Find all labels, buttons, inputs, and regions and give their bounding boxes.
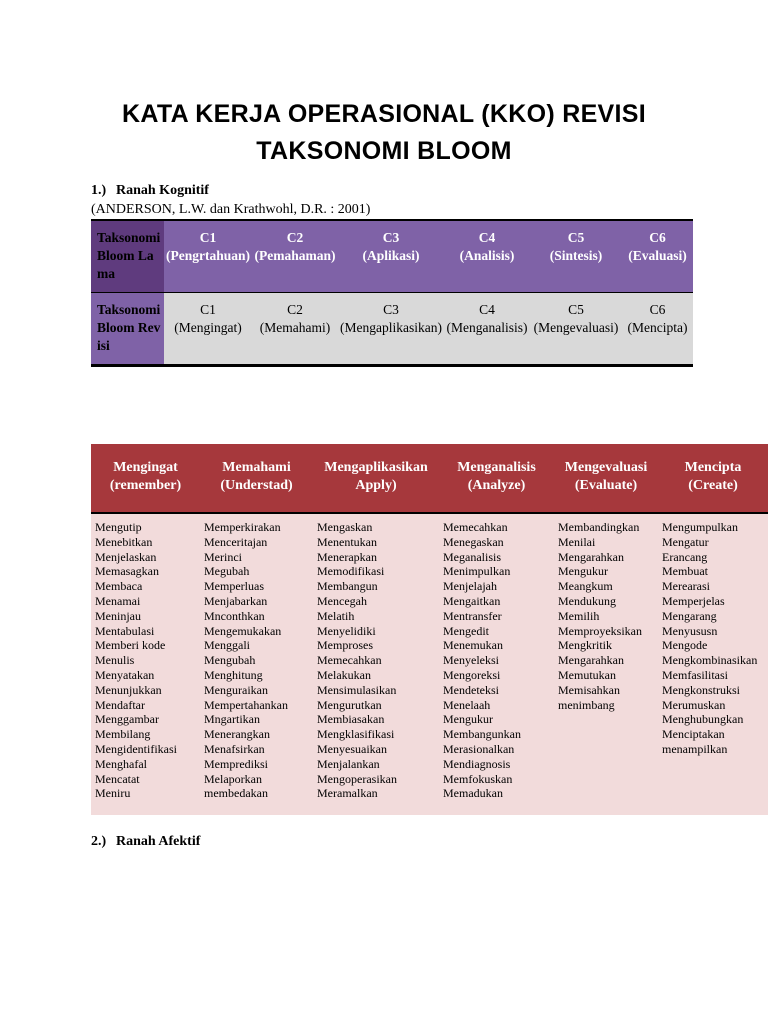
verb-item: Menamai (95, 593, 141, 608)
verb-item: Mnconthkan (204, 608, 265, 623)
verb-item: Mengarahkan (558, 549, 624, 564)
verb-item: Merinci (204, 549, 242, 564)
verb-item: Menjelaskan (95, 549, 157, 564)
verb-item: Mengarang (662, 608, 717, 623)
verb-item: Membaca (95, 579, 143, 594)
verb-item: Menelaah (443, 697, 491, 712)
verbs-header-row (91, 444, 768, 513)
verb-item: Memecahkan (317, 653, 382, 668)
verb-item: Mengukur (558, 564, 608, 579)
verb-item: Mengatur (662, 534, 709, 549)
verb-item: Memecahkan (443, 520, 508, 534)
verb-item: Menggali (204, 638, 250, 653)
verb-item: Mendiagnosis (443, 756, 511, 771)
verb-item: Melatih (317, 608, 355, 623)
verb-item: Menerapkan (317, 549, 377, 564)
verb-item: Mentabulasi (95, 623, 155, 638)
verb-item: Mensimulasikan (317, 682, 397, 697)
verb-item: Menjalankan (317, 756, 380, 771)
new-taxonomy-row (91, 293, 693, 366)
verb-item: Mengoperasikan (317, 771, 397, 786)
verb-item: Mengukur (443, 712, 493, 727)
operational-verbs-table (91, 444, 768, 815)
verb-item: Membiasakan (317, 712, 385, 727)
old-row-label: Taksonomi Bloom Lama (91, 220, 164, 293)
verb-list (313, 513, 439, 815)
verb-item: Mengkonstruksi (662, 682, 740, 697)
verb-item: Menyususn (662, 623, 718, 638)
old-level-cell: C6 (Evaluasi) (622, 220, 693, 293)
verb-item: Memproses (317, 638, 373, 653)
verb-item: membedakan (204, 786, 268, 801)
verb-item: Mengubah (204, 653, 256, 668)
verb-item: Erancang (662, 549, 708, 564)
verb-item: Menyeleksi (443, 653, 499, 668)
verb-item: Memperluas (204, 579, 264, 594)
verb-item: Mngartikan (204, 712, 260, 727)
verb-item: Mendukung (558, 593, 616, 608)
column-header: Mengingat (remember) (91, 444, 200, 513)
verb-item: Menunjukkan (95, 682, 162, 697)
verb-item: Meniru (95, 786, 131, 801)
verb-list (554, 513, 658, 815)
verb-item: Membandingkan (558, 520, 640, 534)
verb-item: Menegaskan (443, 534, 504, 549)
verb-item: Memperkirakan (204, 520, 281, 534)
new-level-cell: C1 (Mengingat) (164, 293, 252, 366)
verb-item: menampilkan (662, 741, 728, 756)
section-1-heading (91, 183, 209, 199)
old-level-cell: C5 (Sintesis) (530, 220, 622, 293)
verb-item: Mendeteksi (443, 682, 499, 697)
verb-item: Menyatakan (95, 667, 155, 682)
verb-item: Mengaskan (317, 520, 373, 534)
verb-item: Memasagkan (95, 564, 159, 579)
verb-item: Menggambar (95, 712, 159, 727)
verb-item: Memisahkan (558, 682, 620, 697)
verb-list (439, 513, 554, 815)
verb-item: Merearasi (662, 579, 710, 594)
verb-item: Merasionalkan (443, 741, 515, 756)
title-line-1: KATA KERJA OPERASIONAL (KKO) REVISI (122, 100, 646, 128)
verb-item: Menyelidiki (317, 623, 376, 638)
verb-item: Menjabarkan (204, 593, 268, 608)
verb-item: Menghitung (204, 667, 263, 682)
verb-item: Mengemukakan (204, 623, 282, 638)
verb-item: Meninjau (95, 608, 141, 623)
verb-list (658, 513, 768, 815)
verb-item: Mengidentifikasi (95, 741, 177, 756)
taxonomy-comparison-table (91, 219, 693, 367)
new-row-label: Taksonomi Bloom Revisi (91, 293, 164, 366)
verb-item: Mengode (662, 638, 708, 653)
verb-item: Menguraikan (204, 682, 268, 697)
old-level-cell: C3 (Aplikasi) (338, 220, 444, 293)
verb-item: Mentransfer (443, 608, 502, 623)
source-citation: (ANDERSON, L.W. dan Krathwohl, D.R. : 2001) (91, 202, 371, 217)
new-level-cell: C3 (Mengaplikasikan) (338, 293, 444, 366)
verb-item: Mengkombinasikan (662, 653, 758, 668)
verb-item: Membangunkan (443, 727, 521, 742)
verb-item: Mengutip (95, 520, 142, 534)
verb-item: menimbang (558, 697, 615, 712)
verb-item: Mengumpulkan (662, 520, 738, 534)
verb-item: Membangun (317, 579, 378, 594)
verb-item: Menciptakan (662, 727, 725, 742)
column-header: Mencipta (Create) (658, 444, 768, 513)
verb-item: Menulis (95, 653, 135, 668)
verb-item: Memutukan (558, 667, 616, 682)
column-header: Menganalisis (Analyze) (439, 444, 554, 513)
verb-item: Menjelajah (443, 579, 497, 594)
verb-list (200, 513, 313, 815)
verb-item: Memfokuskan (443, 771, 513, 786)
verb-item: Mengurutkan (317, 697, 382, 712)
verb-item: Memprediksi (204, 756, 268, 771)
verb-item: Menentukan (317, 534, 377, 549)
column-header: Mengevaluasi (Evaluate) (554, 444, 658, 513)
old-level-cell: C2 (Pemahaman) (252, 220, 338, 293)
verb-item: Menghafal (95, 756, 147, 771)
verb-item: Menerangkan (204, 727, 270, 742)
verb-list (91, 513, 200, 815)
section-2-title: Ranah Afektif (116, 834, 201, 849)
new-level-cell: C4 (Menganalisis) (444, 293, 530, 366)
verb-item: Mengklasifikasi (317, 727, 395, 742)
section-2-number: 2.) (91, 834, 107, 849)
verb-item: Menceritajan (204, 534, 268, 549)
verb-item: Mendaftar (95, 697, 145, 712)
verb-item: Mengaitkan (443, 593, 501, 608)
verb-item: Memproyeksikan (558, 623, 642, 638)
verb-item: Mempertahankan (204, 697, 288, 712)
column-header: Memahami (Understad) (200, 444, 313, 513)
verb-item: Melaporkan (204, 771, 262, 786)
verb-item: Memilih (558, 608, 600, 623)
verb-item: Menyesuaikan (317, 741, 387, 756)
verb-item: Mencegah (317, 593, 367, 608)
old-level-cell: C4 (Analisis) (444, 220, 530, 293)
section-1-number: 1.) (91, 183, 107, 198)
verb-item: Menghubungkan (662, 712, 744, 727)
new-level-cell: C2 (Memahami) (252, 293, 338, 366)
new-level-cell: C6 (Mencipta) (622, 293, 693, 366)
verb-item: Mencatat (95, 771, 140, 786)
verb-item: Menemukan (443, 638, 503, 653)
verb-item: Mengedit (443, 623, 489, 638)
verb-item: Mengoreksi (443, 667, 501, 682)
verb-item: Meganalisis (443, 549, 501, 564)
verb-item: Menimpulkan (443, 564, 511, 579)
verb-item: Merumuskan (662, 697, 726, 712)
verb-item: Memadukan (443, 786, 503, 801)
verb-item: Meangkum (558, 579, 613, 594)
verb-item: Membilang (95, 727, 151, 742)
section-2-heading (91, 834, 200, 850)
column-header: Mengaplikasikan Apply) (313, 444, 439, 513)
verb-item: Menilai (558, 534, 596, 549)
verb-item: Megubah (204, 564, 250, 579)
document-title (90, 96, 678, 170)
verb-item: Menafsirkan (204, 741, 265, 756)
new-level-cell: C5 (Mengevaluasi) (530, 293, 622, 366)
verbs-body-row (91, 513, 768, 815)
verb-item: Mengarahkan (558, 653, 624, 668)
verb-item: Mengkritik (558, 638, 612, 653)
verb-item: Membuat (662, 564, 708, 579)
verb-item: Memberi kode (95, 638, 166, 653)
verb-item: Melakukan (317, 667, 371, 682)
old-level-cell: C1 (Pengrtahuan) (164, 220, 252, 293)
verb-item: Memodifikasi (317, 564, 385, 579)
verb-item: Menebitkan (95, 534, 153, 549)
verb-item: Meramalkan (317, 786, 378, 801)
title-line-2: TAKSONOMI BLOOM (256, 137, 512, 165)
verb-item: Memperjelas (662, 593, 725, 608)
old-taxonomy-row (91, 220, 693, 293)
section-1-title: Ranah Kognitif (116, 183, 209, 198)
verb-item: Memfasilitasi (662, 667, 728, 682)
